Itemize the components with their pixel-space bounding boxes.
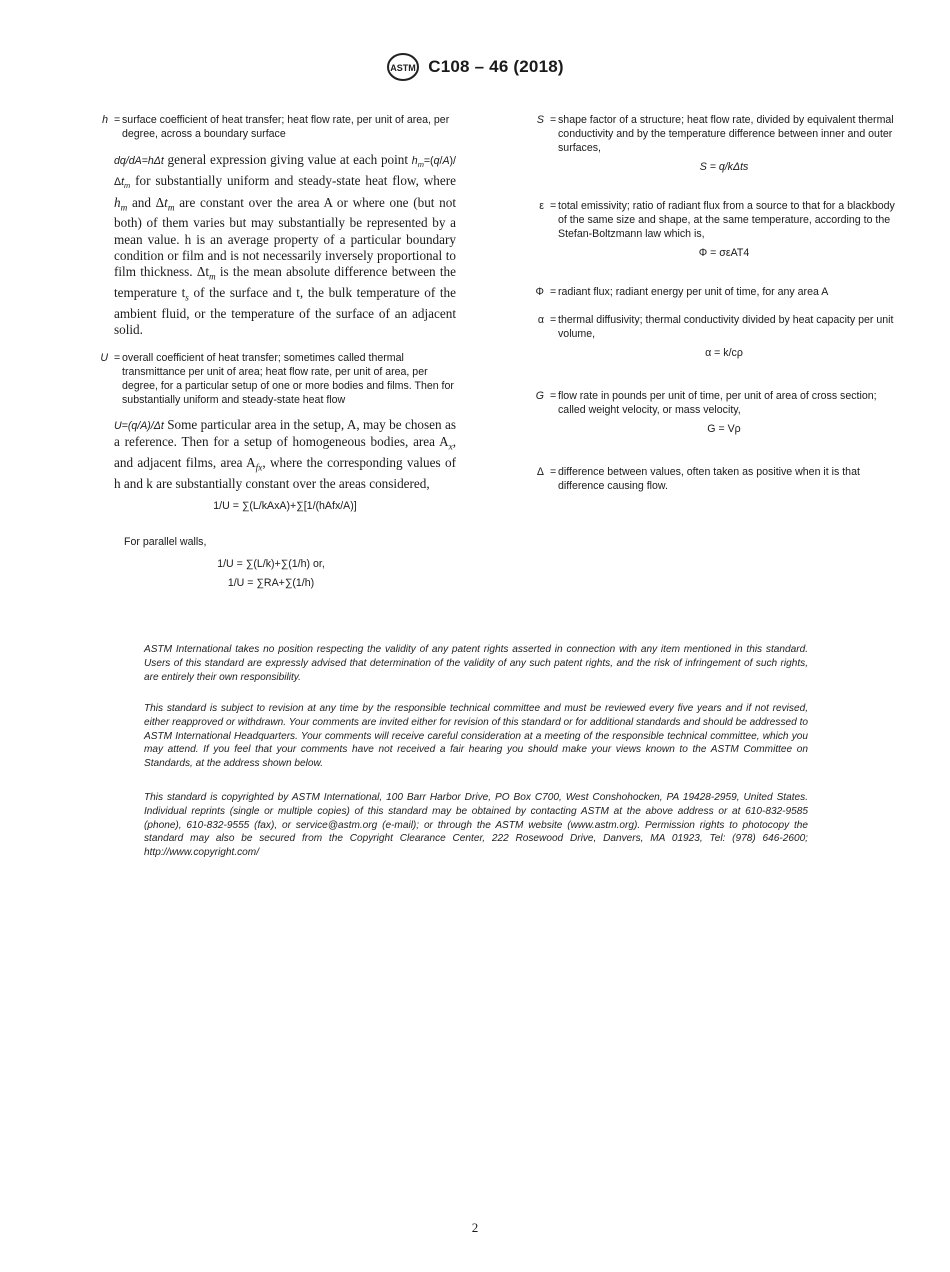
text-run: for substantially uniform and steady-state heat flow, where — [130, 173, 456, 189]
G-formula: G = Vρ — [707, 423, 741, 435]
definition-epsilon — [522, 199, 898, 241]
equals: = — [550, 286, 557, 298]
right-column — [522, 113, 898, 493]
definition-S — [522, 113, 898, 155]
parallel-formula-2: 1/U = ∑RA+∑(1/h) — [227, 577, 315, 590]
h-explanation: dq/dA=hΔt general expression giving value at each point $h_m=(q/A)/\Delta t_m$ for substantially uniform and steady-state heat flow, where $h_m$ and $\Delta t_m$ are constant over the area A or where one (but not both) of them varies but may substantially be represented by a mean value. h is an average property of a particular boundary condition or film and is not necessarily inversely proportional to film thickness. $\Delta t_m$ is the mean absolute difference between the temperature $t_s$ of the surface and t, the bulk temperature of the ambient fluid, or the temperature of the surface of an adjacent solid. — [114, 152, 456, 337]
equals: = — [550, 114, 557, 126]
text-run: , and adjacent films, area A — [114, 434, 456, 471]
definition-text: flow rate in pounds per unit of time, per unit of area of cross section; called weight velocity, or mass velocity, — [558, 390, 877, 416]
equals: = — [114, 114, 121, 126]
definition-text: shape factor of a structure; heat flow rate, divided by equivalent thermal conductivity and by the temperature difference between inner and outer surfaces, — [558, 114, 894, 154]
page-header — [0, 52, 950, 87]
revision-notice: This standard is subject to revision at any time by the responsible technical committee and must be reviewed every five years and if not revised, either reapproved or withdrawn. Your comments are invited either for revision of this standard or for additional standards and should be addressed to ASTM International Headquarters. Your comments will receive careful consideration at a meeting of the responsible technical committee, which you may attend. If you feel that your comments have not received a fair hearing you should make your views known to the ASTM Committee on Standards, at the address shown below. — [144, 703, 808, 770]
definition-text: overall coefficient of heat transfer; sometimes called thermal transmittance per unit of area; heat flow rate, per unit of area, per degree, for a particular setup of one or more bodies and films. Then for substantially uniform and steady-state heat flow — [122, 352, 454, 407]
definition-alpha — [522, 313, 898, 341]
document-title: C108 – 46 (2018) — [428, 57, 564, 76]
symbol: Φ — [535, 286, 544, 298]
text-run: , where the corresponding values of h and k are substantially constant over the areas considered, — [114, 455, 456, 492]
equals: = — [550, 466, 557, 478]
definition-G — [522, 389, 898, 417]
definition-text: surface coefficient of heat transfer; heat flow rate, per unit of area, per degree, across a boundary surface — [122, 114, 450, 140]
definition-U — [86, 351, 456, 407]
symbol: U — [100, 352, 108, 365]
copyright-notice: This standard is copyrighted by ASTM International, 100 Barr Harbor Drive, PO Box C700, West Conshohocken, PA 19428-2959, United States. Individual reprints (single or multiple copies) of this standard may be obtained by contacting ASTM at the above address or at 610-832-9585 (phone), 610-832-9555 (fax), or service@astm.org (e-mail); or through the ASTM website (www.astm.org). Permission rights to photocopy the standard may also be secured from the Copyright Clearance Center, 222 Rosewood Drive, Danvers, MA 01923, Tel: (978) 646-2600; http://www.copyright.com/ — [144, 792, 808, 859]
definition-phi — [522, 285, 898, 299]
text-run: is the mean absolute difference between the temperature t — [114, 264, 456, 300]
symbol: G — [535, 390, 544, 402]
page-number: 2 — [471, 1220, 479, 1235]
alpha-formula: α = k/cρ — [705, 347, 743, 359]
definition-text: thermal diffusivity; thermal conductivity divided by heat capacity per unit volume, — [558, 314, 894, 340]
S-formula: S = q/kΔts — [699, 161, 749, 173]
astm-logo-icon — [386, 52, 420, 82]
patent-notice: ASTM International takes no position respecting the validity of any patent rights asserted in connection with any item mentioned in this standard. Users of this standard are expressly advised that determination of the validity of any such patent rights, and the risk of infringement of such rights, are entirely their own responsibility. — [144, 644, 808, 683]
symbol: α — [537, 314, 544, 326]
parallel-formula-1: 1/U = ∑(L/k)+∑(1/h) or, — [217, 558, 325, 571]
left-column — [86, 113, 456, 589]
logo-text: ASTM — [390, 63, 416, 73]
U-expression: U=(q/A)/Δt — [114, 420, 164, 433]
definition-text: radiant flux; radiant energy per unit of time, for any area A — [558, 286, 829, 298]
text-run: of the surface and t, the bulk temperature of the ambient fluid, or the temperature of the surface of an adjacent solid. — [114, 284, 456, 337]
U-formula: 1/U = ∑(L/kAxA)+∑[1/(hAfx/A)] — [213, 500, 357, 513]
U-explanation: U=(q/A)/Δt Some particular area in the setup, A, may be chosen as a reference. Then for a setup of homogeneous bodies, area $A_x$, and adjacent films, area $A_{fx}$, where the corresponding values of h and k are substantially constant over the areas considered, — [114, 417, 456, 492]
definition-delta — [522, 465, 898, 493]
text-run: general expression giving value at each point — [163, 152, 412, 167]
definition-text: total emissivity; ratio of radiant flux from a source to that for a blackbody of the same size and shape, at the same temperature, according to the Stefan-Boltzmann law which is, — [558, 200, 895, 240]
equals: = — [550, 390, 557, 402]
symbol: ε — [539, 200, 544, 212]
symbol: S — [536, 114, 544, 126]
equals: = — [550, 314, 557, 326]
symbol: Δ — [536, 466, 544, 478]
symbol: h — [102, 114, 108, 126]
h-expression: dq/dA=hΔt — [114, 155, 164, 167]
hm-expression: $h_m=(q/A)/\Delta t_m$ — [114, 155, 456, 191]
parallel-walls-label: For parallel walls, — [124, 536, 207, 549]
definition-h — [86, 113, 456, 141]
text-run: Some particular area in the setup, A, may be chosen as a reference. Then for a setup of homogeneous bodies, area A — [114, 417, 456, 450]
equals: = — [114, 352, 121, 365]
epsilon-formula: Φ = σεAT4 — [698, 247, 750, 259]
definition-text: difference between values, often taken as positive when it is that difference causing flow. — [558, 466, 860, 492]
text-run: are constant over the area A or where one (but not both) of them varies but may substantially be represented by a mean value. h is an average property of a particular boundary condition or film and is not necessarily inversely proportional to film thickness. Δt — [114, 194, 456, 280]
equals: = — [550, 200, 557, 212]
